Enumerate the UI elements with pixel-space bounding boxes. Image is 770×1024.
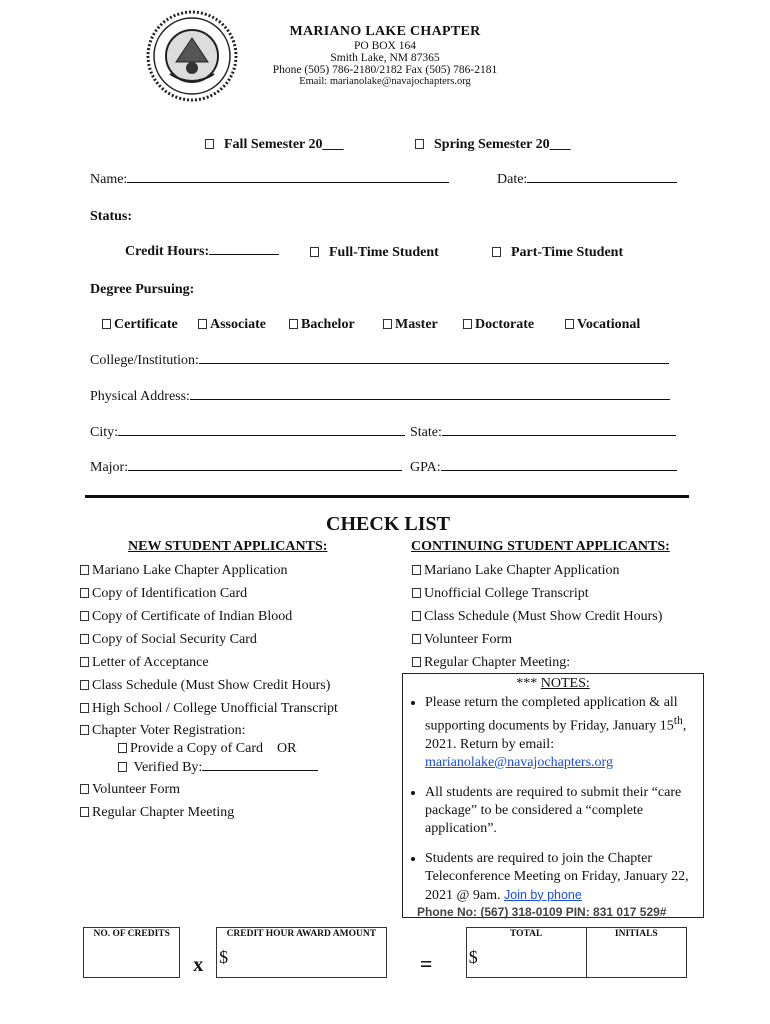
item-label: Provide a Copy of Card <box>130 741 263 756</box>
checkbox[interactable] <box>80 565 89 575</box>
bachelor-checkbox[interactable] <box>289 319 298 329</box>
times-sign: x <box>193 953 204 976</box>
part-time-option[interactable] <box>492 245 623 261</box>
name-field[interactable] <box>90 172 449 188</box>
degree-associate[interactable] <box>198 317 266 333</box>
new-item[interactable] <box>80 782 180 798</box>
notes-heading-label: NOTES: <box>540 676 590 691</box>
major-line[interactable] <box>128 470 402 471</box>
item-label: Copy of Certificate of Indian Blood <box>92 609 293 624</box>
or-label: OR <box>276 741 297 756</box>
checkbox[interactable] <box>80 725 89 735</box>
vocational-label: Vocational <box>577 317 641 332</box>
item-label: Mariano Lake Chapter Application <box>92 563 288 578</box>
note-care-package: • All students are required to submit their “care package” to be considered a “complete application”. <box>425 784 703 838</box>
checkbox[interactable] <box>80 588 89 598</box>
dollar-sign-2: $ <box>468 947 478 967</box>
item-label: Volunteer Form <box>92 782 181 797</box>
item-label: Copy of Identification Card <box>92 586 248 601</box>
full-time-checkbox[interactable] <box>310 247 319 257</box>
continuing-applicants-heading: CONTINUING STUDENT APPLICANTS: <box>411 539 670 554</box>
spring-semester-option[interactable] <box>415 137 571 153</box>
join-by-phone-link[interactable]: Join by phone <box>504 887 582 902</box>
equals-cell <box>386 928 466 978</box>
address-label: Physical Address: <box>90 389 190 404</box>
city-label: City: <box>90 425 119 440</box>
full-time-option[interactable] <box>310 245 439 261</box>
new-item[interactable] <box>80 632 257 648</box>
total-cell[interactable] <box>466 928 586 978</box>
voter-verified-by[interactable] <box>118 760 318 776</box>
address-field[interactable] <box>90 389 670 405</box>
dollar-sign-1: $ <box>219 947 229 967</box>
spring-checkbox[interactable] <box>415 139 424 149</box>
college-label: College/Institution: <box>90 353 199 368</box>
continuing-item[interactable] <box>412 632 512 648</box>
email-link[interactable]: marianolake@navajochapters.org <box>425 754 613 770</box>
credit-hours-field[interactable] <box>125 244 279 260</box>
checkbox[interactable] <box>118 743 127 753</box>
major-field[interactable] <box>90 460 402 476</box>
no-of-credits-cell[interactable] <box>84 928 180 978</box>
degree-bachelor[interactable] <box>289 317 355 333</box>
new-item[interactable] <box>80 723 245 739</box>
voter-provide-card[interactable] <box>118 741 296 757</box>
checkbox[interactable] <box>412 565 421 575</box>
initials-cell[interactable] <box>586 928 686 978</box>
status-heading: Status: <box>90 209 133 224</box>
item-label: Regular Chapter Meeting: <box>424 655 571 670</box>
name-label: Name: <box>90 172 128 187</box>
checkbox[interactable] <box>412 611 421 621</box>
notes-box <box>402 673 704 918</box>
note-3-text: Students are required to join the Chapter Teleconference Meeting on Friday, January 22, 2021 @ 9am. <box>425 850 689 903</box>
part-time-checkbox[interactable] <box>492 247 501 257</box>
bachelor-label: Bachelor <box>301 317 355 332</box>
city-line[interactable] <box>118 435 405 436</box>
item-label: Class Schedule (Must Show Credit Hours) <box>424 609 663 624</box>
checkbox[interactable] <box>80 634 89 644</box>
checkbox[interactable] <box>412 634 421 644</box>
item-label: Volunteer Form <box>424 632 513 647</box>
notes-heading-prefix: *** <box>516 676 541 691</box>
award-amount-cell[interactable] <box>217 928 386 978</box>
item-label: Mariano Lake Chapter Application <box>424 563 620 578</box>
item-label: Chapter Voter Registration: <box>92 723 246 738</box>
note-1-sup: th <box>673 714 683 727</box>
credits-table <box>83 927 687 978</box>
full-time-label: Full-Time Student <box>329 245 439 260</box>
award-amount-label: CREDIT HOUR AWARD AMOUNT <box>226 929 377 939</box>
continuing-item[interactable] <box>412 655 570 671</box>
phone-pin-line: Phone No: (567) 318-0109 PIN: 831 017 529# <box>417 904 667 919</box>
fall-label: Fall Semester 20___ <box>224 137 344 152</box>
degree-certificate[interactable] <box>102 317 178 333</box>
checkbox[interactable] <box>118 762 127 772</box>
item-label: Copy of Social Security Card <box>92 632 257 647</box>
credit-hours-line[interactable] <box>209 254 279 255</box>
checkbox[interactable] <box>80 784 89 794</box>
credit-hours-label: Credit Hours: <box>125 244 210 259</box>
master-label: Master <box>395 317 438 332</box>
note-teleconference <box>425 850 703 905</box>
doctorate-label: Doctorate <box>475 317 535 332</box>
vocational-checkbox[interactable] <box>565 319 574 329</box>
new-item[interactable] <box>80 655 209 671</box>
note-return-application <box>425 694 703 772</box>
initials-label: INITIALS <box>614 929 658 939</box>
major-label: Major: <box>90 460 129 475</box>
total-label: TOTAL <box>509 929 543 939</box>
continuing-item[interactable] <box>412 586 589 602</box>
item-label: Verified By: <box>133 760 203 775</box>
fall-semester-option[interactable] <box>205 137 344 153</box>
gpa-field[interactable] <box>410 460 677 476</box>
continuing-item[interactable] <box>412 609 662 625</box>
certificate-checkbox[interactable] <box>102 319 111 329</box>
new-item[interactable] <box>80 563 288 579</box>
section-divider <box>85 495 689 498</box>
name-line[interactable] <box>127 182 449 183</box>
checkbox[interactable] <box>80 611 89 621</box>
new-item[interactable] <box>80 701 338 717</box>
associate-checkbox[interactable] <box>198 319 207 329</box>
doctorate-checkbox[interactable] <box>463 319 472 329</box>
new-applicants-heading: NEW STUDENT APPLICANTS: <box>128 539 328 554</box>
date-line[interactable] <box>527 182 677 183</box>
po-box: PO BOX 164 <box>354 40 416 52</box>
associate-label: Associate <box>210 317 266 332</box>
degree-heading: Degree Pursuing: <box>90 282 195 297</box>
equals-sign: = <box>419 950 433 976</box>
college-field[interactable] <box>90 353 669 369</box>
degree-doctorate[interactable] <box>463 317 534 333</box>
checklist-title: CHECK LIST <box>326 513 450 535</box>
item-label: Letter of Acceptance <box>92 655 209 670</box>
new-item[interactable] <box>80 678 330 694</box>
degree-master[interactable] <box>383 317 438 333</box>
city-line: Smith Lake, NM 87365 <box>330 52 440 64</box>
checkbox[interactable] <box>80 807 89 817</box>
fall-checkbox[interactable] <box>205 139 214 149</box>
checkbox[interactable] <box>80 657 89 667</box>
college-line[interactable] <box>199 363 669 364</box>
item-label: Unofficial College Transcript <box>424 586 589 601</box>
item-label: High School / College Unofficial Transcript <box>92 701 338 716</box>
gpa-label: GPA: <box>410 460 441 475</box>
item-label: Class Schedule (Must Show Credit Hours) <box>92 678 331 693</box>
verified-by-line[interactable] <box>202 770 318 771</box>
city-field[interactable] <box>90 425 405 441</box>
notes-list <box>403 694 703 905</box>
checkbox[interactable] <box>412 588 421 598</box>
address-line[interactable] <box>190 399 670 400</box>
notes-heading <box>403 676 703 692</box>
phone-line: Phone (505) 786-2180/2182 Fax (505) 786-2181 <box>272 64 498 76</box>
note-1-text: Please return the completed application & all supporting documents by Friday, January 15 <box>425 695 678 734</box>
gpa-line[interactable] <box>441 470 677 471</box>
date-label: Date: <box>497 172 528 187</box>
checkbox[interactable] <box>412 657 421 667</box>
state-label: State: <box>410 425 442 440</box>
date-field[interactable] <box>497 172 677 188</box>
times-cell <box>180 928 217 978</box>
checkbox[interactable] <box>80 703 89 713</box>
item-label: Regular Chapter Meeting <box>92 805 235 820</box>
master-checkbox[interactable] <box>383 319 392 329</box>
state-field[interactable] <box>410 425 676 441</box>
spring-label: Spring Semester 20___ <box>434 137 571 152</box>
no-of-credits-label: NO. OF CREDITS <box>93 929 170 939</box>
state-input-line[interactable] <box>442 435 676 436</box>
continuing-item[interactable] <box>412 563 620 579</box>
org-name: MARIANO LAKE CHAPTER <box>289 24 481 39</box>
new-item[interactable] <box>80 805 234 821</box>
degree-vocational[interactable] <box>565 317 640 333</box>
checkbox[interactable] <box>80 680 89 690</box>
email-line: Email: marianolake@navajochapters.org <box>299 76 471 87</box>
part-time-label: Part-Time Student <box>511 245 624 260</box>
certificate-label: Certificate <box>114 317 178 332</box>
new-item[interactable] <box>80 586 247 602</box>
note-1-text-end: , 2021. Return by email: <box>425 718 687 752</box>
new-item[interactable] <box>80 609 292 625</box>
